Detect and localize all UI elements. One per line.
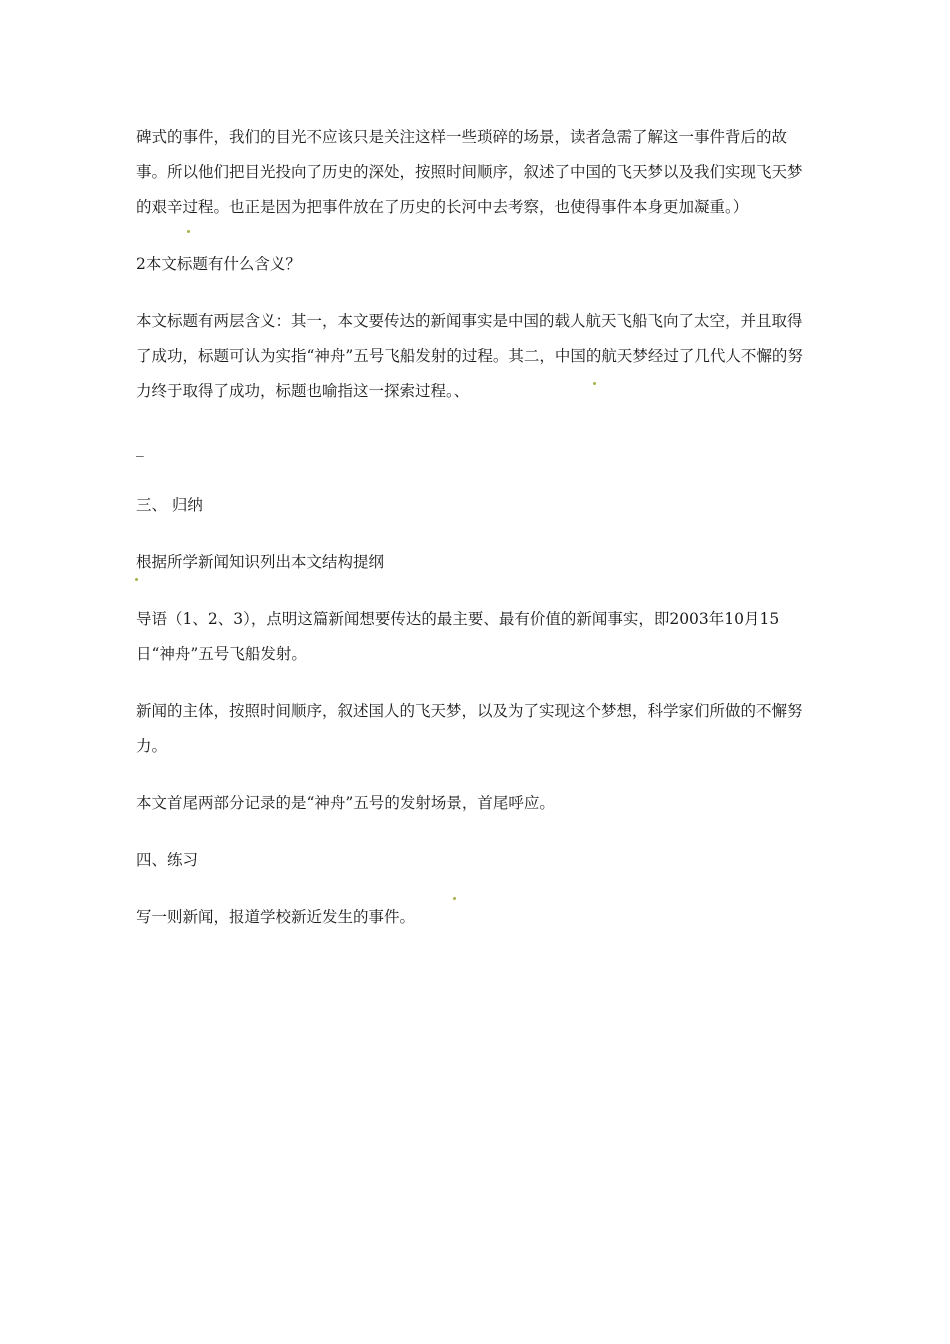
paragraph-title-meaning: 本文标题有两层含义：其一，本文要传达的新闻事实是中国的载人航天飞船飞向了太空，并且取得了成功，标题可认为实指“神舟”五号飞船发射的过程。其二，中国的航天梦经过了几代人不懈的努力终于取得了成功，标题也喻指这一探索过程。、 <box>136 312 803 400</box>
scan-speck-4 <box>453 897 456 900</box>
section-heading-exercise: 四、练习 <box>136 851 199 869</box>
paragraph-lead: 导语（1、2、3），点明这篇新闻想要传达的最主要、最有价值的新闻事实，即2003年10月15日“神舟”五号飞船发射。 <box>136 610 780 663</box>
paragraph-ending: 本文首尾两部分记录的是“神舟”五号的发射场景，首尾呼应。 <box>136 794 555 812</box>
paragraph-outline-instruction: 根据所学新闻知识列出本文结构提纲 <box>136 553 385 571</box>
question-2-heading: 2本文标题有什么含义？ <box>136 255 301 273</box>
scan-speck-1 <box>187 230 190 233</box>
stray-underscore-mark: _ <box>136 439 144 457</box>
scan-speck-2 <box>593 382 596 385</box>
paragraph-background-story: 碑式的事件，我们的目光不应该只是关注这样一些琐碎的场景，读者急需了解这一事件背后的故事。所以他们把目光投向了历史的深处，按照时间顺序，叙述了中国的飞天梦以及我们实现飞天梦的艰辛过程。也正是因为把事件放在了历史的长河中去考察，也使得事件本身更加凝重。） <box>136 128 803 216</box>
section-heading-summary: 三、 归纳 <box>136 496 203 514</box>
document-body <box>136 120 816 957</box>
paragraph-exercise-task: 写一则新闻，报道学校新近发生的事件。 <box>136 908 416 926</box>
paragraph-body: 新闻的主体，按照时间顺序，叙述国人的飞天梦，以及为了实现这个梦想，科学家们所做的不懈努力。 <box>136 702 803 755</box>
scan-speck-3 <box>135 578 138 581</box>
